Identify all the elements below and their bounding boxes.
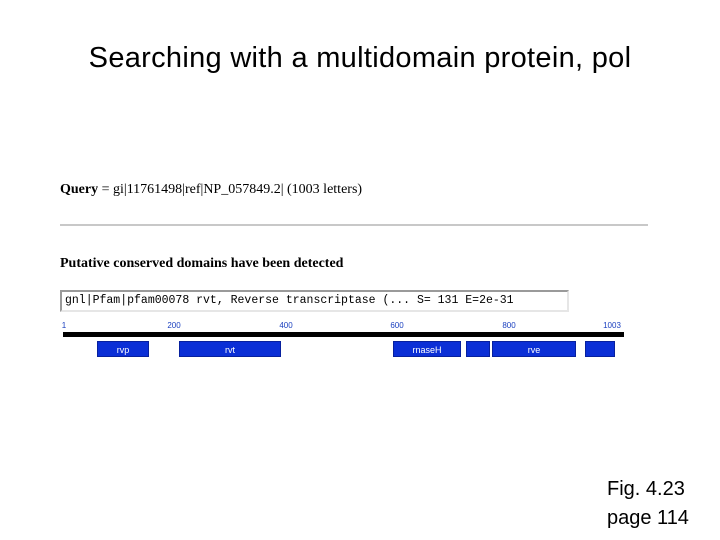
figure-caption [607,475,689,533]
divider [60,224,648,226]
caption-figure-number: Fig. 4.23 [607,478,685,500]
query-line [60,182,362,198]
domain-unlabeled[interactable] [585,341,615,357]
query-info: = gi|11761498|ref|NP_057849.2| (1003 letters) [98,182,363,197]
ruler-tick-label: 200 [167,321,181,330]
domain-rve[interactable]: rve [492,341,576,357]
ruler-tick-label: 1 [61,321,67,330]
ruler-tick-label: 400 [279,321,293,330]
caption-page-number: page 114 [607,507,689,529]
ruler-tick-label: 600 [390,321,404,330]
slide-title: Searching with a multidomain protein, pol [88,42,632,74]
domain-rvt[interactable]: rvt [179,341,281,357]
domain-rnaseh[interactable]: rnaseH [393,341,461,357]
ruler-tick-label: 1003 [603,321,621,330]
domain-unlabeled[interactable] [466,341,490,357]
query-label: Query [60,182,99,197]
sequence-axis-bar [63,332,624,337]
ruler-tick-label: 800 [502,321,516,330]
domain-description-field[interactable]: gnl|Pfam|pfam00078 rvt, Reverse transcriptase (... S= 131 E=2e-31 [60,290,569,312]
domain-rvp[interactable]: rvp [97,341,149,357]
putative-heading: Putative conserved domains have been detected [60,256,344,271]
